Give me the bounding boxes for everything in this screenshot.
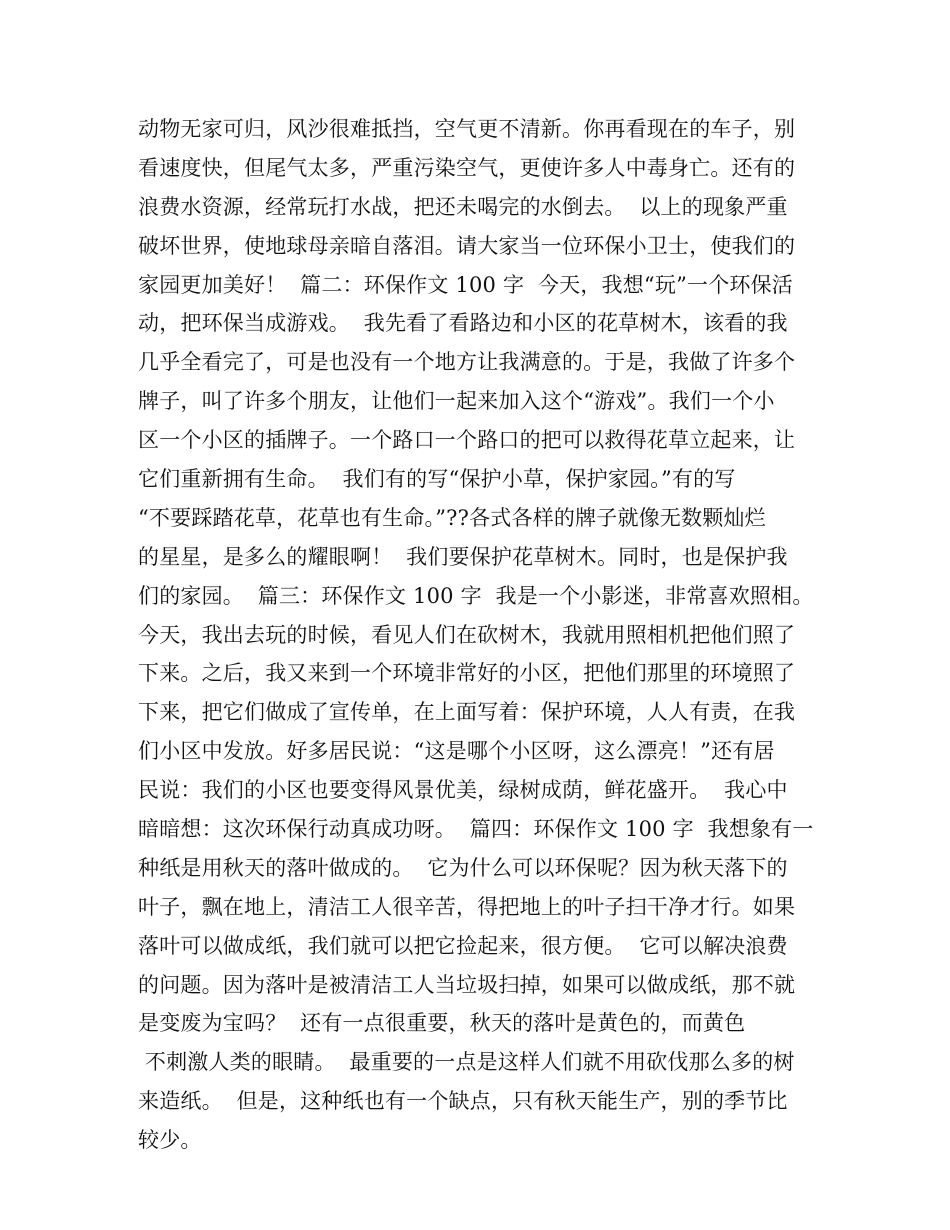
text-line: 动，把环保当成游戏。 我先看了看路边和小区的花草树木，该看的我 [138,311,788,336]
text-line: 的星星，是多么的耀眼啊！ 我们要保护花草树木。同时，也是保护我 [138,544,788,569]
text-line: 区一个小区的插牌子。一个路口一个路口的把可以救得花草立起来，让 [138,428,796,453]
text-line: 来造纸。 但是，这种纸也有一个缺点，只有秋天能生产，别的季节比 [138,1089,788,1114]
text-line: 不刺激人类的眼睛。 最重要的一点是这样人们就不用砍伐那么多的树 [138,1050,795,1075]
text-line: 它们重新拥有生命。 我们有的写“保护小草，保护家园。”有的写 [138,467,736,492]
text-line: 是变废为宝吗？ 还有一点很重要，秋天的落叶是黄色的，而黄色 [138,1011,746,1036]
text-line: 破坏世界，使地球母亲暗自落泪。请大家当一位环保小卫士，使我们的 [138,233,796,258]
text-line: 今天，我出去玩的时候，看见人们在砍树木，我就用照相机把他们照了 [138,622,796,647]
text-line: 民说：我们的小区也要变得风景优美，绿树成荫，鲜花盛开。 我心中 [138,778,788,803]
body-text [138,110,828,1160]
text-line: 较少。 [138,1128,202,1153]
text-line: 种纸是用秋天的落叶做成的。 它为什么可以环保呢？因为秋天落下的 [138,855,788,880]
text-line: 的问题。因为落叶是被清洁工人当垃圾扫掉，如果可以做成纸，那不就 [138,972,796,997]
text-line: 几乎全看完了，可是也没有一个地方让我满意的。于是，我做了许多个 [138,350,796,375]
text-line: 看速度快，但尾气太多，严重污染空气，更使许多人中毒身亡。还有的 [138,155,796,180]
text-line: 下来，把它们做成了宣传单，在上面写着：保护环境，人人有责，在我 [138,700,796,725]
text-line: 下来。之后，我又来到一个环境非常好的小区，把他们那里的环境照了 [138,661,796,686]
text-line: 家园更加美好！ 篇二：环保作文 100 字 今天，我想“玩”一个环保活 [138,272,794,297]
text-line: 叶子，飘在地上，清洁工人很辛苦，得把地上的叶子扫干净才行。如果 [138,894,796,919]
text-line: 暗暗想：这次环保行动真成功呀。 篇四：环保作文 100 字 我想象有一 [138,817,814,842]
text-line: 们的家园。 篇三：环保作文 100 字 我是一个小影迷，非常喜欢照相。 [138,583,814,608]
text-line: 落叶可以做成纸，我们就可以把它捡起来，很方便。 它可以解决浪费 [138,933,788,958]
text-line: 动物无家可归，风沙很难抵挡，空气更不清新。你再看现在的车子，别 [138,117,796,141]
text-line: “不要踩踏花草，花草也有生命。”??各式各样的牌子就像无数颗灿烂 [138,505,766,530]
text-line: 牌子，叫了许多个朋友，让他们一起来加入这个“游戏”。我们一个小 [138,389,775,414]
text-line: 们小区中发放。好多居民说：“这是哪个小区呀，这么漂亮！”还有居 [138,739,775,764]
text-line: 浪费水资源，经常玩打水战，把还未喝完的水倒去。 以上的现象严重 [138,194,788,219]
